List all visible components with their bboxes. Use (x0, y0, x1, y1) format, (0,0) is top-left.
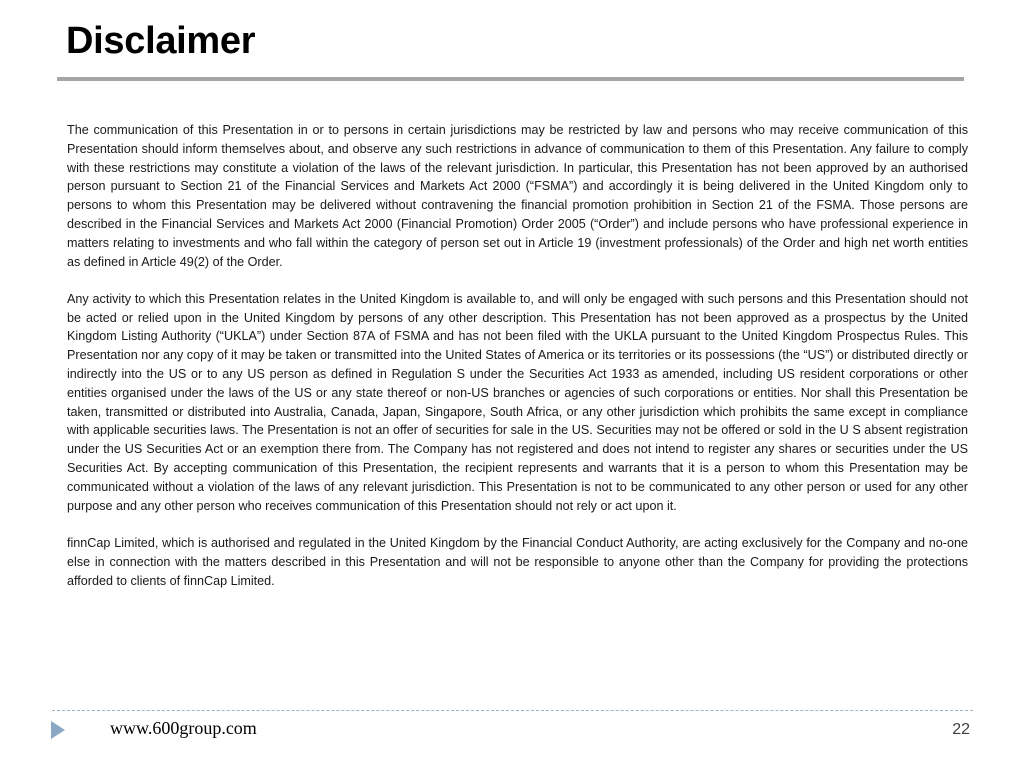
disclaimer-paragraph-finncap: finnCap Limited, which is authorised and regulated in the United Kingdom by the Financial Conduct Authority, are acting exclusively for the Company and no-one else in connection with the matters described in this Presentation and will not be responsible to anyone other than the Company for providing the protections afforded to clients of finnCap Limited. (67, 535, 968, 588)
slide-title: Disclaimer (66, 20, 256, 62)
title-underline-rule (57, 77, 964, 81)
page-number: 22 (952, 721, 970, 738)
disclaimer-body (67, 121, 968, 609)
footer-website-url: www.600group.com (110, 718, 257, 738)
footer-dashed-rule (52, 710, 973, 711)
disclaimer-paragraph-jurisdictions: The communication of this Presentation in or to persons in certain jurisdictions may be restricted by law and persons who may receive communication of this Presentation should inform themselves about, and observe any such restrictions in advance of communication to them of this Presentation. Any failure to comply with these restrictions may constitute a violation of the laws of the relevant jurisdiction. In particular, this Presentation has not been approved by an authorised person pursuant to Section 21 of the Financial Services and Markets Act 2000 (“FSMA”) and accordingly it is being delivered in the United Kingdom only to persons to whom this Presentation may be delivered without contravening the financial promotion prohibition in Section 21 of the FSMA. Those persons are described in the Financial Services and Markets Act 2000 (Financial Promotion) Order 2005 (“Order”) and include persons who have professional experience in matters relating to investments and who fall within the category of person set out in Article 19 (investment professionals) of the Order and high net worth entities as defined in Article 49(2) of the Order. (67, 123, 968, 269)
triangle-right-icon (51, 721, 65, 739)
disclaimer-paragraph-us-restrictions: Any activity to which this Presentation relates in the United Kingdom is available to, and will only be engaged with such persons and this Presentation should not be acted or relied upon in the United Kingdom by persons of any other description. This Presentation has not been approved as a prospectus by the United Kingdom Listing Authority (“UKLA”) under Section 87A of FSMA and has not been filed with the UKLA pursuant to the United Kingdom Prospectus Rules. This Presentation nor any copy of it may be taken or transmitted into the United States of America or its territories or its possessions (the “US”) or distributed directly or indirectly into the US or to any US person as defined in Regulation S under the Securities Act 1933 as amended, including US resident corporations or other entities organised under the laws of the US or any state thereof or non-US branches or agencies of such corporations or entities. Nor shall this Presentation be taken, transmitted or distributed into Australia, Canada, Japan, Singapore, South Africa, or any other jurisdiction which prohibits the same except in compliance with applicable securities laws. The Presentation is not an offer of securities for sale in the US. Securities may not be offered or sold in the U S absent registration under the US Securities Act or an exemption there from. The Company has not registered and does not intend to register any shares or securities under the US Securities Act. By accepting communication of this Presentation, the recipient represents and warrants that it is a person to whom this Presentation may be communicated without a violation of the laws of any relevant jurisdiction. This Presentation is not to be communicated to any other person or used for any other purpose and any other person who receives communication of this Presentation should not rely or act upon it. (67, 291, 968, 513)
